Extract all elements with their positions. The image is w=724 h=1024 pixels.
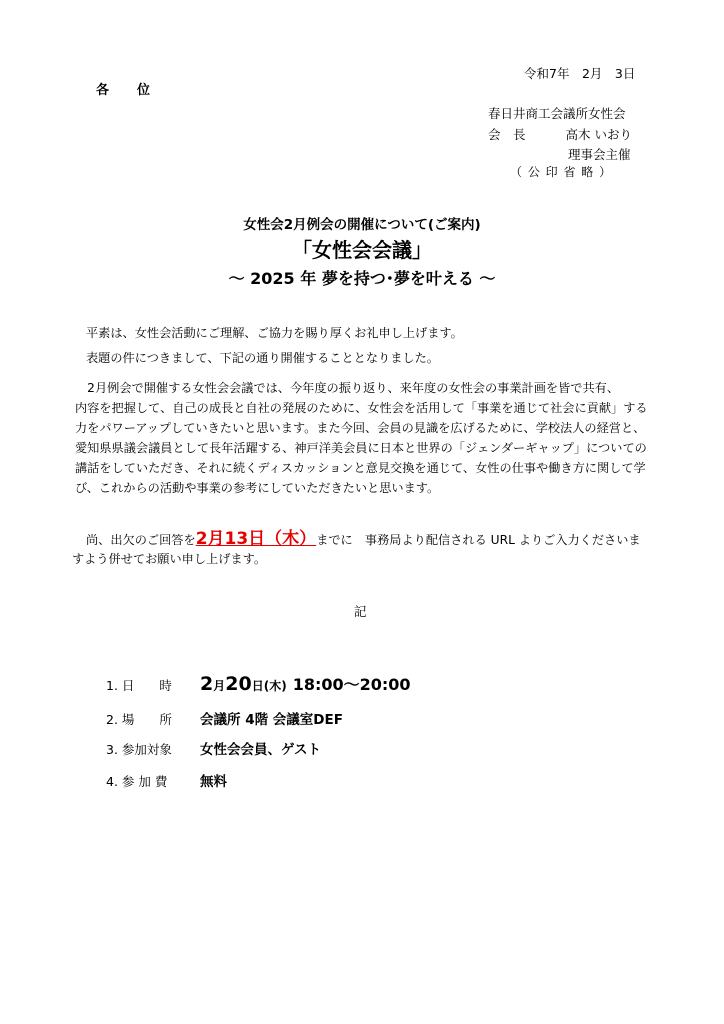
document-theme: ～ 2025 年 夢を持つ･夢を叶える ～ xyxy=(228,269,496,288)
intro-paragraph: 表題の件につきまして、下記の通り開催することとなりました。 xyxy=(86,351,439,365)
addressee xyxy=(96,79,152,98)
document-date: 令和7年 2月 3日 xyxy=(524,66,636,81)
sender-role-line xyxy=(488,125,632,143)
detail-label: 4. 参 加 費 xyxy=(106,774,168,789)
document-title: 「女性会会議」 xyxy=(292,238,432,262)
detail-label: 1. 日 時 xyxy=(106,678,172,693)
ki-heading: 記 xyxy=(354,604,367,619)
document-subtitle: 女性会2月例会の開催について(ご案内) xyxy=(243,217,481,233)
addressee-part-1: 各 xyxy=(96,83,112,98)
main-paragraph-line: 愛知県県議会議員として長年活躍する、神戸洋美会員に日本と世界の「ジェンダーギャップ」についての xyxy=(75,441,647,455)
detail-label: 2. 場 所 xyxy=(106,712,172,727)
date-month-unit: 月 xyxy=(213,679,226,693)
greeting-paragraph: 平素は、女性会活動にご理解、ご協力を賜り厚くお礼申し上げます。 xyxy=(86,326,463,340)
rsvp-notice-continued: すよう併せてお願い申し上げます。 xyxy=(72,552,267,566)
rsvp-notice xyxy=(86,524,641,549)
sender-name: 高木 いおり xyxy=(565,127,632,142)
main-paragraph-line: 講話をしていただき、それに続くディスカッションと意見交換を通じて、女性の仕事や働き方に関して学 xyxy=(75,461,646,475)
rsvp-deadline: 2月13日（木） xyxy=(195,529,317,549)
date-month: 2 xyxy=(200,673,214,695)
detail-audience xyxy=(106,738,321,758)
date-day: 20 xyxy=(225,673,252,695)
date-weekday: (木) xyxy=(263,679,287,693)
sender-host: 理事会主催 xyxy=(568,147,631,162)
addressee-part-2: 位 xyxy=(137,83,153,98)
detail-label: 3. 参加対象 xyxy=(106,742,172,757)
main-paragraph-line: 力をパワーアップしていきたいと思います。また今回、会員の見識を広げるために、学校法人の経営と、 xyxy=(75,421,646,435)
sender-role: 会 長 xyxy=(488,127,526,142)
rsvp-suffix: までに 事務局より配信される URL よりご入力くださいま xyxy=(316,533,641,547)
main-paragraph-line: び、これからの活動や事業の参考にしていただきたいと思います。 xyxy=(75,481,440,495)
detail-fee xyxy=(106,770,227,790)
sender-organization: 春日井商工会議所女性会 xyxy=(488,106,626,121)
event-time: 18:00～20:00 xyxy=(292,675,411,694)
detail-value-datetime xyxy=(200,673,411,695)
detail-value-fee: 無料 xyxy=(200,774,227,790)
detail-datetime xyxy=(106,672,411,695)
main-paragraph-line: 2月例会で開催する女性会会議では、今年度の振り返り、来年度の女性会の事業計画を皆で共有、 xyxy=(75,381,620,395)
main-paragraph xyxy=(75,378,665,498)
date-day-unit: 日 xyxy=(251,679,264,693)
seal-omitted-note: （ 公 印 省 略 ） xyxy=(510,165,613,179)
detail-value-audience: 女性会会員、ゲスト xyxy=(200,742,321,758)
detail-venue xyxy=(106,708,343,728)
rsvp-prefix: 尚、出欠のご回答を xyxy=(86,533,196,547)
main-paragraph-line: 内容を把握して、自己の成長と自社の発展のために、女性会を活用して「事業を通じて社会に貢献」する xyxy=(75,401,648,415)
detail-value-venue: 会議所 4階 会議室DEF xyxy=(200,712,343,728)
